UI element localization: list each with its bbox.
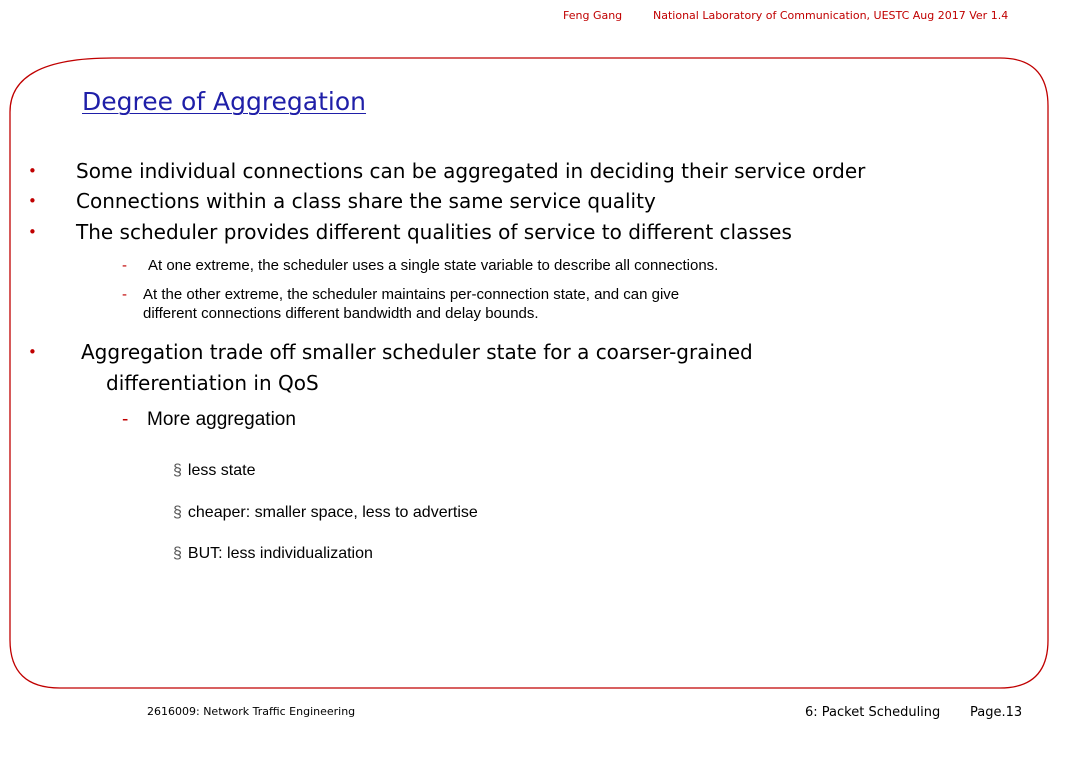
bullet-4-cont-text: differentiation in QoS bbox=[106, 371, 319, 395]
dash-icon: - bbox=[122, 409, 129, 430]
dash-icon: - bbox=[122, 257, 127, 274]
slide-title: Degree of Aggregation bbox=[82, 87, 367, 116]
header-affiliation: National Laboratory of Communication, UESTC Aug 2017 Ver 1.4 bbox=[653, 9, 1009, 22]
sub-bullet-1-text: At one extreme, the scheduler uses a single state variable to describe all connections. bbox=[148, 257, 719, 274]
point-2-text: cheaper: smaller space, less to advertise bbox=[187, 504, 478, 521]
footer-chapter: 6: Packet Scheduling bbox=[805, 705, 941, 720]
bullet-dot-icon: • bbox=[28, 223, 37, 241]
footer-page: Page.13 bbox=[970, 705, 1023, 720]
point-3 bbox=[173, 545, 373, 563]
section-icon: § bbox=[173, 504, 182, 521]
header-author: Feng Gang bbox=[563, 9, 623, 22]
point-1-text: less state bbox=[187, 462, 256, 479]
bullet-dot-icon: • bbox=[28, 343, 37, 361]
slide-header bbox=[0, 9, 1080, 25]
bullet-4-text: Aggregation trade off smaller scheduler state for a coarser-grained bbox=[81, 340, 753, 364]
section-icon: § bbox=[173, 545, 182, 562]
point-1 bbox=[173, 462, 256, 480]
point-2 bbox=[173, 504, 478, 522]
bullet-2-text: Connections within a class share the same service quality bbox=[76, 189, 656, 213]
footer-course: 2616009: Network Traffic Engineering bbox=[147, 705, 356, 718]
section-icon: § bbox=[173, 462, 182, 479]
more-aggregation-text: More aggregation bbox=[147, 409, 296, 430]
bullet-1-text: Some individual connections can be aggregated in deciding their service order bbox=[76, 159, 866, 183]
point-3-text: BUT: less individualization bbox=[187, 545, 373, 562]
sub-bullet-2-text: At the other extreme, the scheduler maintains per-connection state, and can give bbox=[143, 286, 680, 303]
sub-bullet-2-cont-text: different connections different bandwidth and delay bounds. bbox=[143, 305, 539, 322]
dash-icon: - bbox=[122, 286, 127, 303]
bullet-dot-icon: • bbox=[28, 192, 37, 210]
bullet-3-text: The scheduler provides different qualities of service to different classes bbox=[76, 220, 792, 244]
bullet-dot-icon: • bbox=[28, 162, 37, 180]
